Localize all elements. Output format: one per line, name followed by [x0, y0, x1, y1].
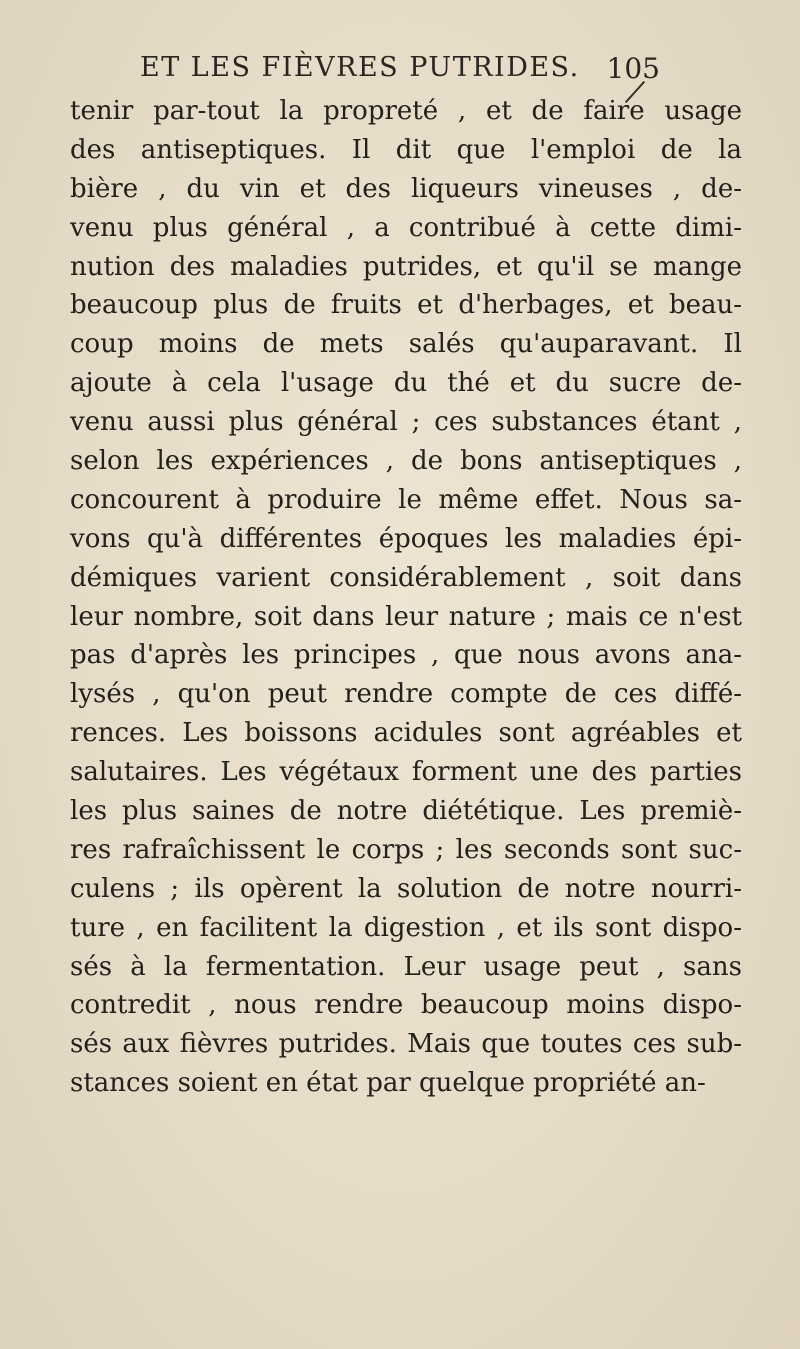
text-line: vons qu'à différentes époques les maladies épi-: [70, 523, 742, 554]
page-header: [140, 52, 660, 92]
text-line: venu aussi plus général ; ces substances étant ,: [70, 407, 742, 438]
text-line: rences. Les boissons acidules sont agréables et: [70, 718, 742, 749]
text-line: les plus saines de notre diététique. Les premiè-: [70, 796, 742, 827]
text-line: nution des maladies putrides, et qu'il se mange: [70, 251, 742, 282]
text-line: res rafraîchissent le corps ; les seconds sont suc-: [70, 834, 742, 865]
text-line: selon les expériences , de bons antiseptiques ,: [70, 446, 742, 477]
text-line: beaucoup plus de fruits et d'herbages, et beau-: [70, 290, 742, 321]
text-line: culens ; ils opèrent la solution de notre nourri-: [70, 873, 742, 904]
text-line: coup moins de mets salés qu'auparavant. Il: [70, 329, 742, 360]
running-title: ET LES FIÈVRES PUTRIDES.: [140, 52, 580, 83]
text-line: contredit , nous rendre beaucoup moins dispo-: [70, 990, 742, 1021]
text-line: venu plus général , a contribué à cette dimi-: [70, 212, 742, 243]
text-line: salutaires. Les végétaux forment une des parties: [70, 757, 742, 788]
text-line: ture , en facilitent la digestion , et ils sont dispo-: [70, 912, 742, 943]
text-line: bière , du vin et des liqueurs vineuses , de-: [70, 173, 742, 204]
text-line: lysés , qu'on peut rendre compte de ces diffé-: [70, 679, 742, 710]
text-line: des antiseptiques. Il dit que l'emploi de la: [70, 134, 742, 165]
text-line: sés aux fièvres putrides. Mais que toutes ces sub-: [70, 1029, 742, 1060]
text-line: ajoute à cela l'usage du thé et du sucre de-: [70, 368, 742, 399]
text-line: démiques varient considérablement , soit dans: [70, 562, 742, 593]
text-line: concourent à produire le même effet. Nous sa-: [70, 484, 742, 515]
text-line: pas d'après les principes , que nous avons ana-: [70, 640, 742, 671]
text-line: tenir par-tout la propreté , et de faire usage: [70, 96, 742, 126]
text-line: leur nombre, soit dans leur nature ; mais ce n'est: [70, 601, 742, 632]
page-number: 105: [606, 52, 660, 85]
body-text: [70, 92, 742, 1103]
text-line: sés à la fermentation. Leur usage peut , sans: [70, 951, 742, 982]
text-line: stances soient en état par quelque propriété an-: [70, 1068, 706, 1099]
